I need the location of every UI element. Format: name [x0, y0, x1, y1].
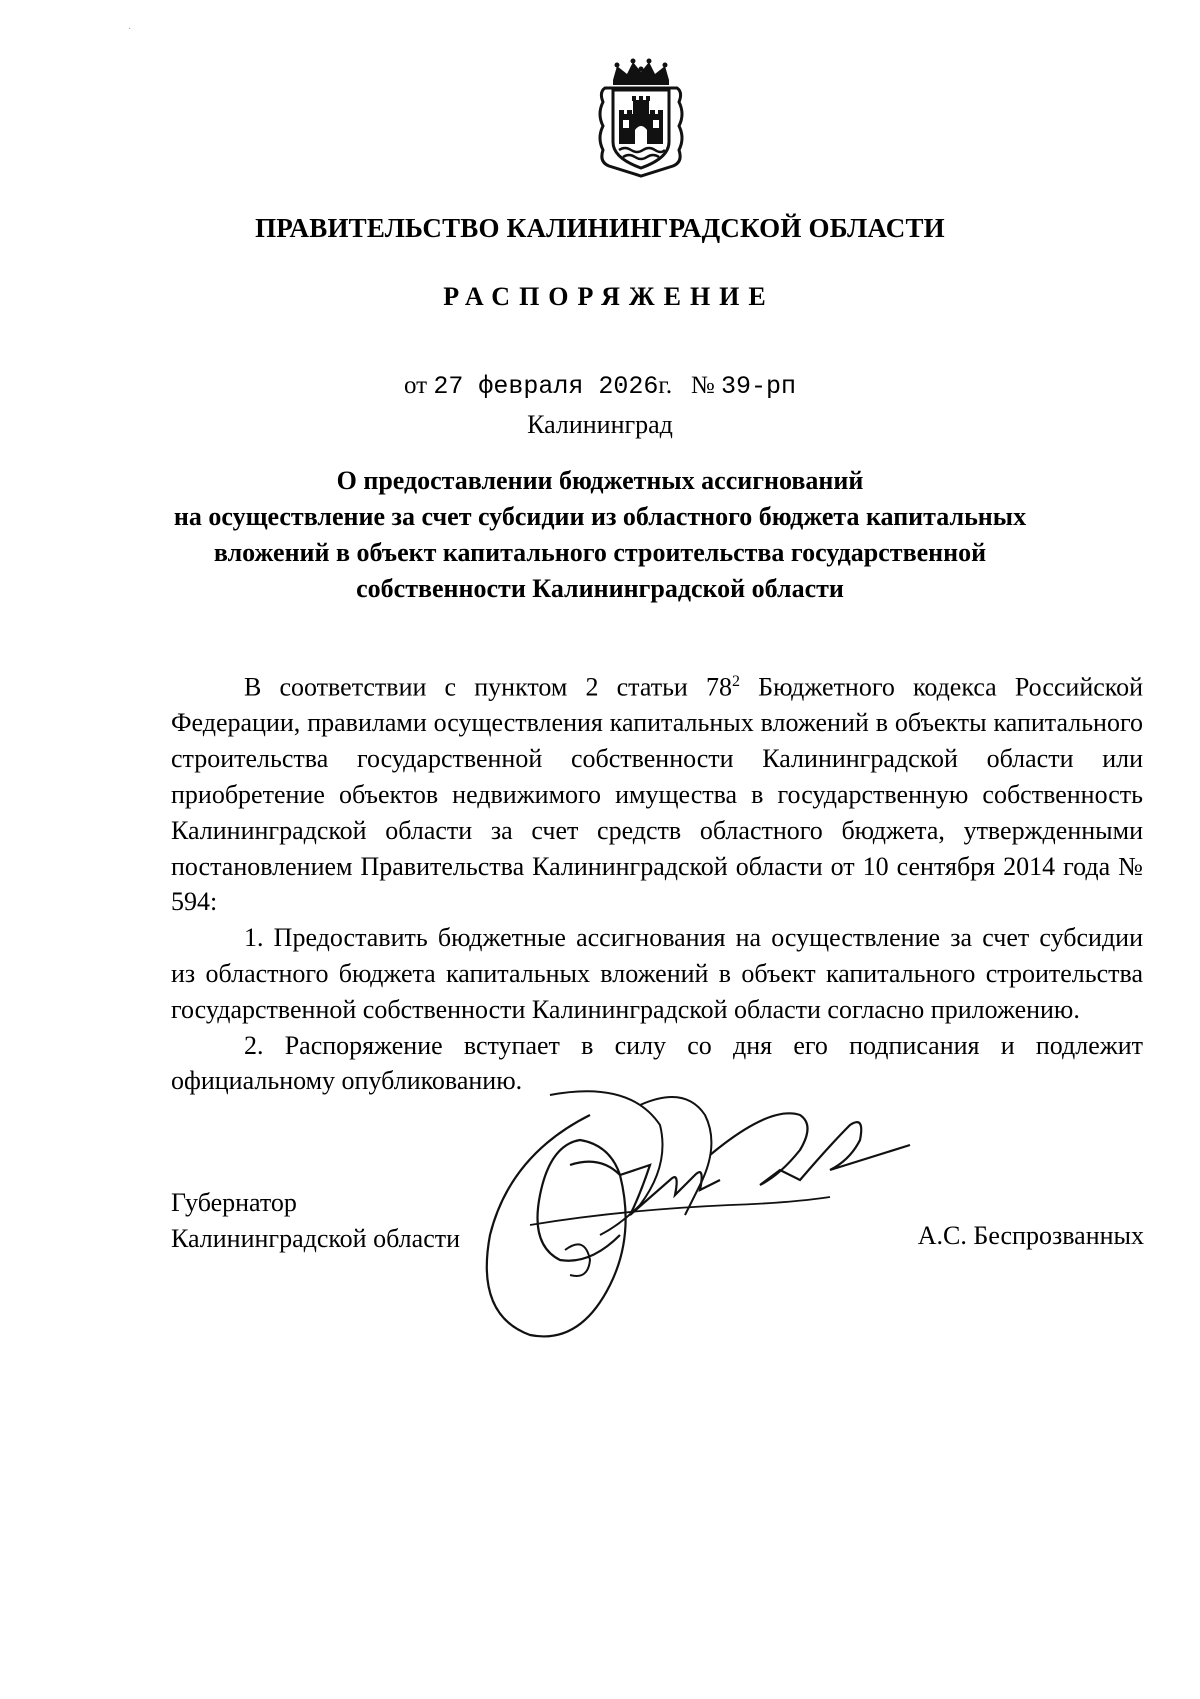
intro-paragraph: [171, 664, 1143, 920]
item-paragraph-1: 1. Предоставить бюджетные ассигнования на осуществление за счет субсидии из областного бюджета капитальных вложений в объект капитального строительства государственной собственности Калининградской области согласно приложению.: [171, 923, 1143, 1024]
subject-line: О предоставлении бюджетных ассигнований: [336, 466, 864, 495]
signatory-title: [171, 1185, 460, 1257]
subject-line: вложений в объект капитального строительства государственной: [213, 538, 987, 567]
handwritten-signature: [470, 1085, 950, 1345]
document-dateline: [0, 372, 1200, 401]
organization-name: ПРАВИТЕЛЬСТВО КАЛИНИНГРАДСКОЙ ОБЛАСТИ: [255, 213, 945, 243]
article-superscript: 2: [732, 673, 740, 690]
intro-text-end: Бюджетного кодекса Российской Федерации, правилами осуществления капитальных вложений в объекты капитального строительства государственной собственности Калининградской области или приобретение объектов недвижимого имущества в государственную собственность Калининградской области за счет средств областного бюджета, утвержденными постановлением Правительства Калининградской области от 10 сентября 2014 года № 594:: [171, 672, 1144, 917]
scan-mark: ·: [128, 24, 132, 35]
number-sign: №: [690, 372, 715, 399]
coat-of-arms-icon: [595, 58, 687, 178]
item-paragraph-2: 2. Распоряжение вступает в силу со дня его подписания и подлежит официальному опубликованию.: [171, 1030, 1143, 1096]
signatory-position: Губернатор: [171, 1188, 297, 1217]
document-number: 39-рп: [720, 372, 796, 401]
document-date: 27 февраля 2026: [433, 372, 659, 401]
signatory-name: А.С. Беспрозванных: [917, 1221, 1144, 1250]
year-suffix: г.: [658, 372, 673, 399]
date-prefix: от: [404, 372, 428, 399]
intro-text-start: В соответствии с пунктом 2 статьи 78: [244, 672, 732, 702]
subject-line: на осуществление за счет субсидии из областного бюджета капитальных: [173, 502, 1027, 531]
signatory-region: Калининградской области: [171, 1224, 461, 1253]
document-city: Калининград: [527, 410, 673, 439]
subject-line: собственности Калининградской области: [356, 574, 844, 603]
document-type: РАСПОРЯЖЕНИЕ: [443, 282, 775, 311]
document-body: [171, 664, 1143, 1099]
document-subject: [150, 463, 1050, 607]
